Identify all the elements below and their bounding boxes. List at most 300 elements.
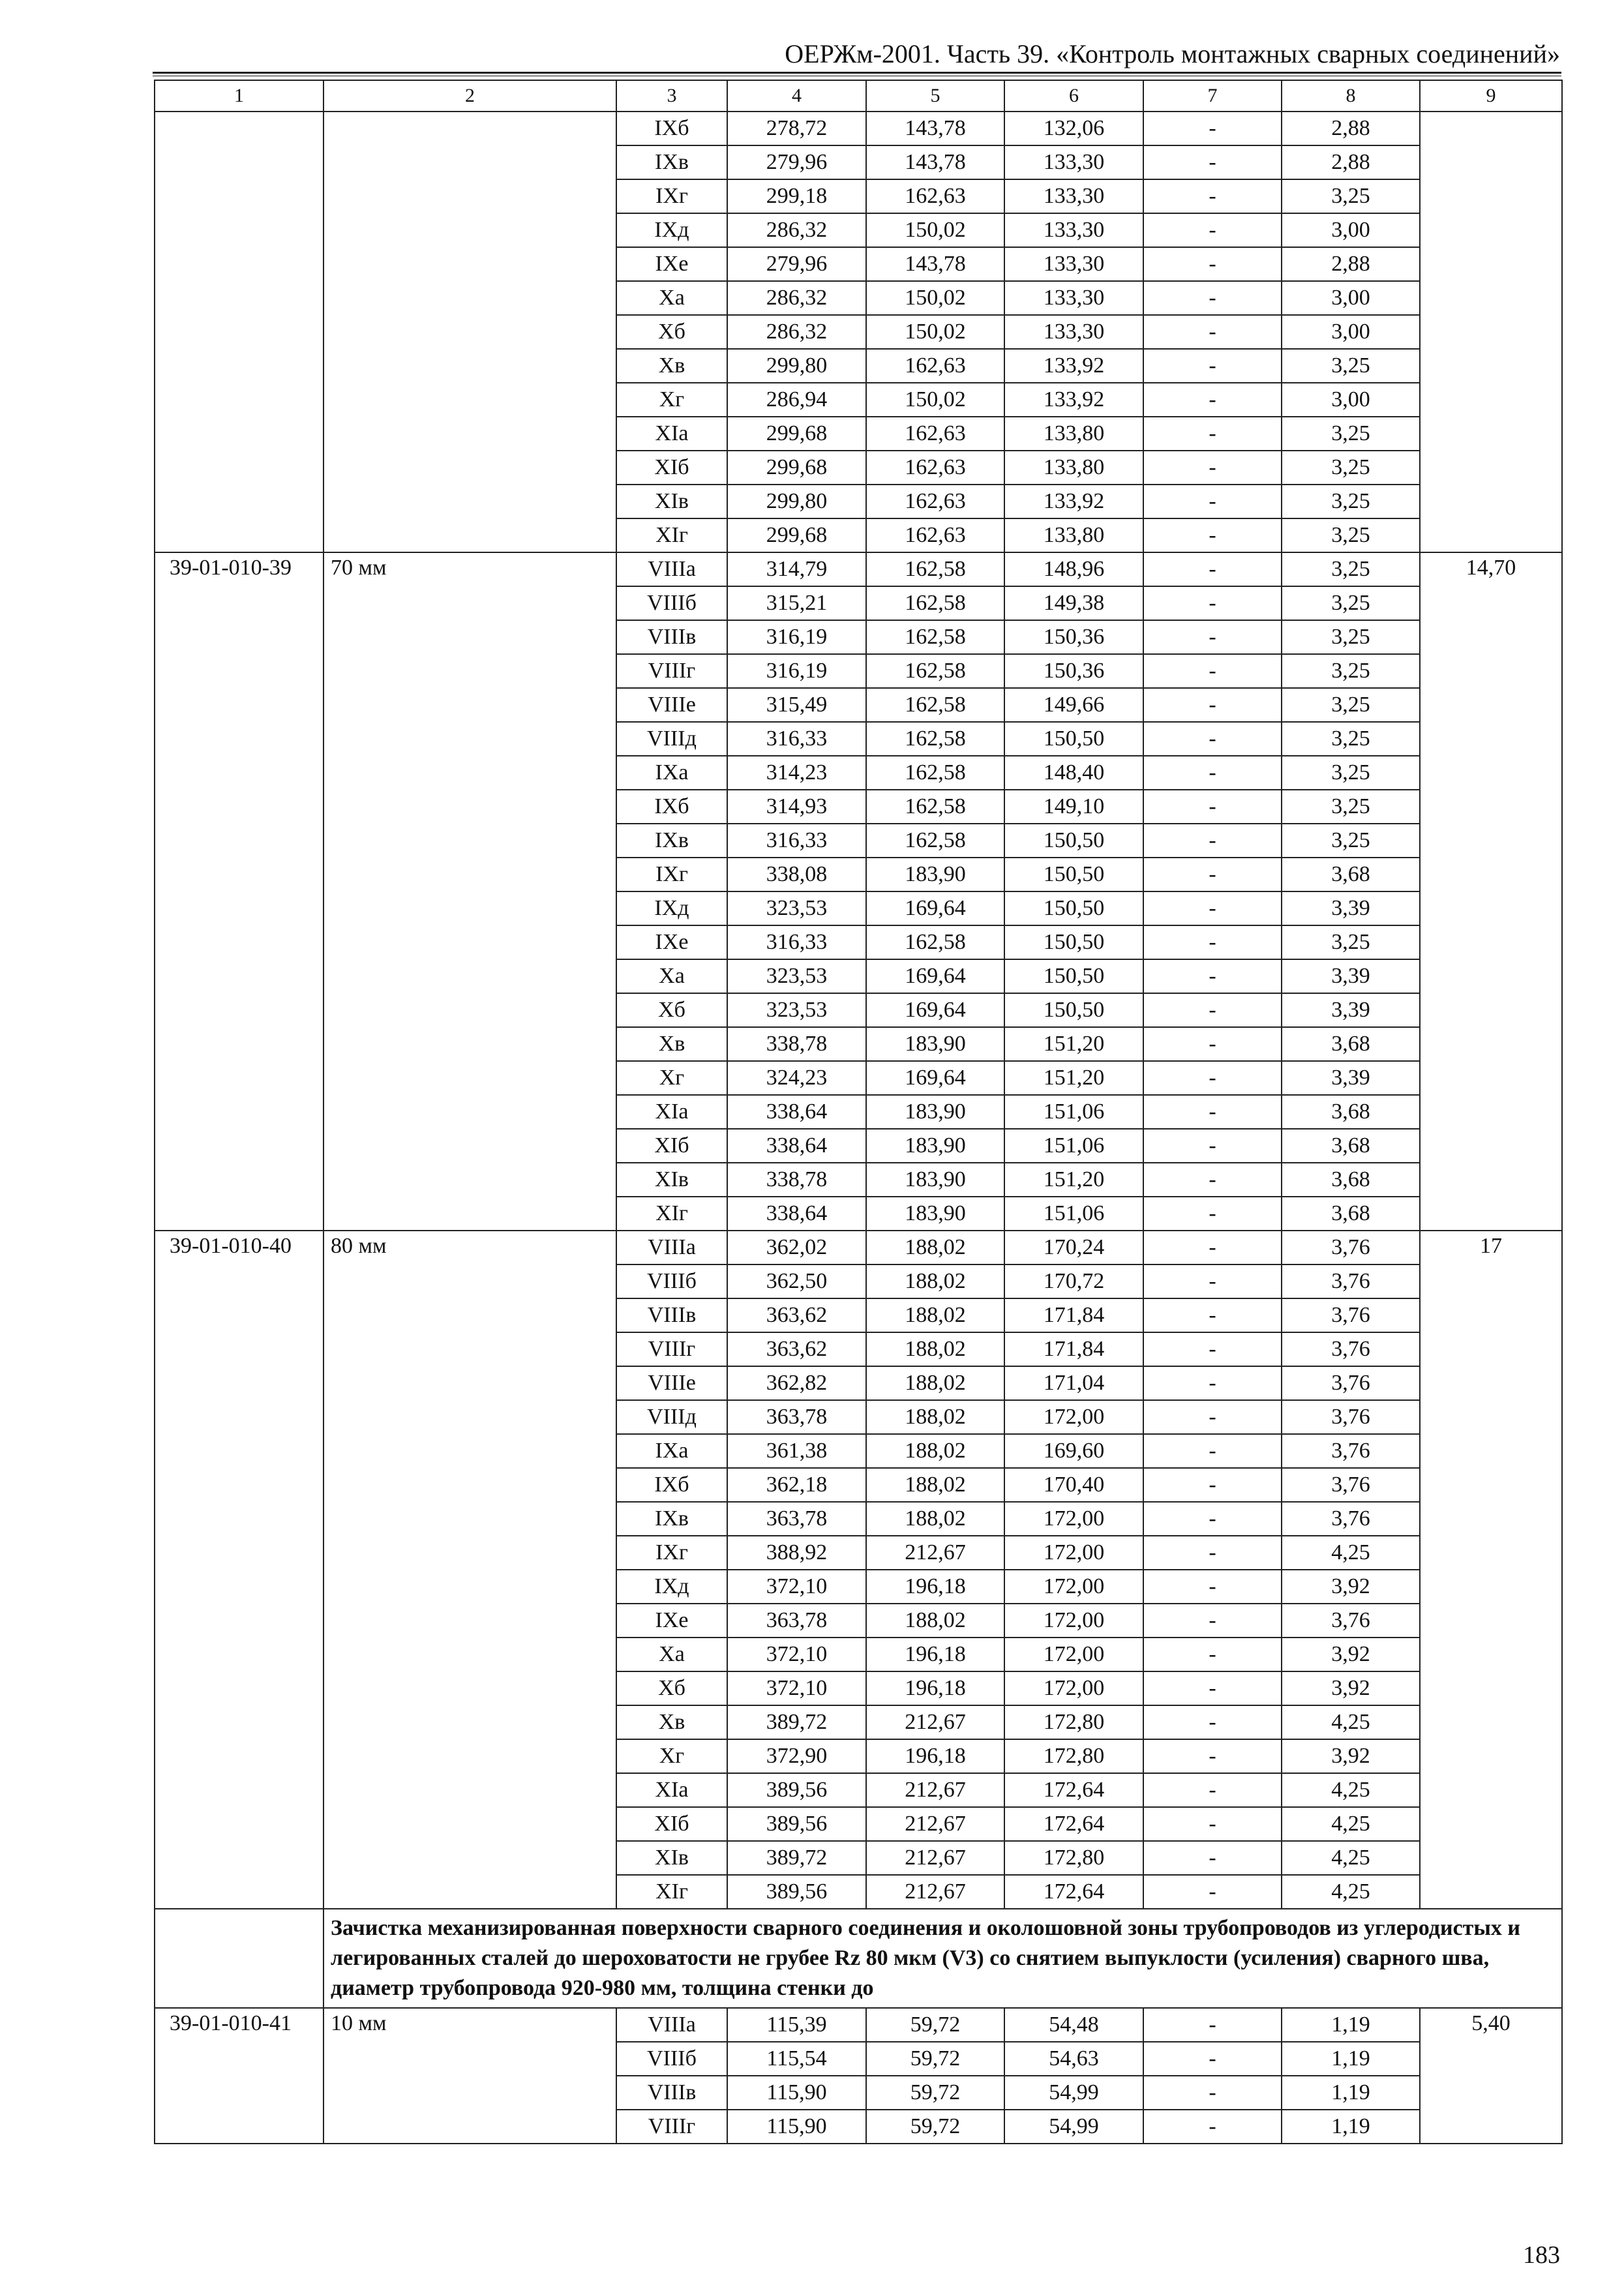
table-cell: Xа [616,1638,727,1671]
table-cell: 338,64 [727,1129,866,1163]
table-cell: VIIIб [616,2042,727,2076]
table-cell: 150,02 [866,281,1004,315]
table-cell: 3,25 [1282,790,1420,824]
table-cell: 162,58 [866,790,1004,824]
table-cell: 170,40 [1004,1468,1143,1502]
table-cell: IXд [616,1570,727,1604]
table-cell: 151,20 [1004,1027,1143,1061]
table-cell: 316,33 [727,925,866,959]
table-cell: 3,68 [1282,1197,1420,1231]
table-cell: VIIIб [616,586,727,620]
table-cell: 299,18 [727,179,866,213]
table-cell: - [1143,485,1282,518]
table-cell: 59,72 [866,2042,1004,2076]
table-cell: 363,62 [727,1298,866,1332]
table-cell: IXв [616,145,727,179]
table-cell: 162,58 [866,552,1004,586]
table-cell: VIIIв [616,620,727,654]
table-cell: - [1143,1739,1282,1773]
table-cell: 3,76 [1282,1298,1420,1332]
table-cell: 3,68 [1282,1163,1420,1197]
table-cell: 3,00 [1282,213,1420,247]
table-cell: - [1143,1434,1282,1468]
table-cell: 115,39 [727,2008,866,2042]
table-cell: 183,90 [866,1129,1004,1163]
table-cell: - [1143,1231,1282,1264]
column-number-row [155,80,1562,112]
table-cell: - [1143,858,1282,891]
table-row [155,2008,1562,2042]
table-cell: 172,00 [1004,1536,1143,1570]
table-cell: 172,64 [1004,1807,1143,1841]
table-cell: - [1143,1061,1282,1095]
table-cell: IXг [616,179,727,213]
table-cell: - [1143,959,1282,993]
table-cell: 338,08 [727,858,866,891]
table-cell: 316,19 [727,620,866,654]
table-cell: 3,39 [1282,1061,1420,1095]
table-cell: 299,68 [727,451,866,485]
table-cell: - [1143,1095,1282,1129]
table-cell: - [1143,247,1282,281]
table-cell: - [1143,1197,1282,1231]
table-cell: 150,36 [1004,654,1143,688]
table-cell: 143,78 [866,247,1004,281]
table-cell: 150,02 [866,315,1004,349]
table-cell: VIIIе [616,688,727,722]
table-cell: 389,56 [727,1875,866,1909]
table-cell: 3,25 [1282,451,1420,485]
table-cell: XIб [616,451,727,485]
table-cell: 162,58 [866,688,1004,722]
table-cell: 150,50 [1004,993,1143,1027]
table-cell: 169,64 [866,1061,1004,1095]
table-cell: XIа [616,1095,727,1129]
table-cell: 3,92 [1282,1570,1420,1604]
table-cell: 299,80 [727,349,866,383]
table-cell: 3,92 [1282,1739,1420,1773]
table-cell: 3,76 [1282,1264,1420,1298]
table-cell: - [1143,654,1282,688]
table-cell: 143,78 [866,112,1004,145]
table-cell: IXб [616,112,727,145]
rate-code: 39-01-010-40 [155,1231,323,1909]
table-cell: 3,25 [1282,552,1420,586]
table-cell: 148,40 [1004,756,1143,790]
table-cell: Xа [616,959,727,993]
table-cell: VIIIг [616,2110,727,2144]
table-cell: 279,96 [727,247,866,281]
table-cell: Xв [616,1705,727,1739]
table-cell: 3,76 [1282,1502,1420,1536]
table-cell: IXб [616,1468,727,1502]
table-cell: 361,38 [727,1434,866,1468]
table-cell: 171,84 [1004,1332,1143,1366]
table-cell: 372,10 [727,1671,866,1705]
table-cell: 150,02 [866,213,1004,247]
table-cell: 151,06 [1004,1095,1143,1129]
table-cell: 170,24 [1004,1231,1143,1264]
table-cell: 3,25 [1282,756,1420,790]
table-cell: 4,25 [1282,1841,1420,1875]
table-cell: - [1143,518,1282,552]
table-cell: 388,92 [727,1536,866,1570]
table-cell: 54,48 [1004,2008,1143,2042]
table-cell: 3,68 [1282,1095,1420,1129]
column-number: 9 [1420,80,1562,112]
table-cell: 316,19 [727,654,866,688]
table-cell: 115,54 [727,2042,866,2076]
table-cell: - [1143,790,1282,824]
table-cell: 3,76 [1282,1434,1420,1468]
table-cell: XIа [616,1773,727,1807]
table-cell: 3,39 [1282,959,1420,993]
table-cell: 188,02 [866,1468,1004,1502]
table-cell: 338,78 [727,1163,866,1197]
table-cell: - [1143,1366,1282,1400]
table-cell: 133,92 [1004,349,1143,383]
table-cell: 162,58 [866,756,1004,790]
table-cell: 3,76 [1282,1231,1420,1264]
wall-thickness: 80 мм [323,1231,616,1909]
table-cell: - [1143,112,1282,145]
table-cell: 323,53 [727,891,866,925]
table-cell: XIг [616,1197,727,1231]
table-cell: IXв [616,824,727,858]
table-cell: 162,58 [866,722,1004,756]
table-cell: 212,67 [866,1773,1004,1807]
table-cell: 59,72 [866,2110,1004,2144]
table-cell: 133,30 [1004,213,1143,247]
table-cell: 162,58 [866,654,1004,688]
table-cell: 314,79 [727,552,866,586]
table-cell: 1,19 [1282,2042,1420,2076]
table-cell: - [1143,891,1282,925]
table-cell: 3,25 [1282,688,1420,722]
table-cell: - [1143,1264,1282,1298]
table-cell: 372,10 [727,1570,866,1604]
table-cell: 172,00 [1004,1638,1143,1671]
table-cell: 149,66 [1004,688,1143,722]
table-cell: 299,68 [727,518,866,552]
table-cell: 162,63 [866,485,1004,518]
table-cell: 54,99 [1004,2110,1143,2144]
table-cell: 2,88 [1282,112,1420,145]
table-cell: 2,88 [1282,247,1420,281]
table-cell: - [1143,1671,1282,1705]
table-cell: 150,50 [1004,858,1143,891]
table-cell: 143,78 [866,145,1004,179]
section-heading-row [155,1909,1562,2008]
table-cell: IXг [616,858,727,891]
column-9-value: 14,70 [1420,552,1562,1231]
table-cell: VIIIв [616,1298,727,1332]
table-cell: 172,80 [1004,1841,1143,1875]
table-cell: - [1143,1502,1282,1536]
table-cell: 389,72 [727,1705,866,1739]
table-cell: 196,18 [866,1739,1004,1773]
table-cell: 151,06 [1004,1197,1143,1231]
table-cell: 3,25 [1282,586,1420,620]
table-cell: 169,64 [866,891,1004,925]
table-cell: 133,30 [1004,179,1143,213]
table-cell: - [1143,383,1282,417]
table-cell: 150,50 [1004,891,1143,925]
table-cell: 3,25 [1282,518,1420,552]
table-cell: 212,67 [866,1875,1004,1909]
table-cell: 316,33 [727,722,866,756]
table-cell: 188,02 [866,1231,1004,1264]
column-9-value: 5,40 [1420,2008,1562,2144]
table-cell: - [1143,1773,1282,1807]
table-cell: 132,06 [1004,112,1143,145]
table-cell: 59,72 [866,2076,1004,2110]
column-number: 7 [1143,80,1282,112]
section-empty-cell [155,1909,323,2008]
table-cell: - [1143,1875,1282,1909]
table-cell: 3,76 [1282,1468,1420,1502]
table-cell: 162,63 [866,417,1004,451]
table-cell: - [1143,1163,1282,1197]
table-cell: IXа [616,1434,727,1468]
table-cell: 338,64 [727,1197,866,1231]
table-cell: 363,78 [727,1604,866,1638]
table-cell: 3,68 [1282,858,1420,891]
table-cell: 3,25 [1282,925,1420,959]
table-cell: - [1143,2008,1282,2042]
table-cell: VIIIд [616,722,727,756]
table-cell: 162,58 [866,925,1004,959]
table-cell: - [1143,1705,1282,1739]
table-cell: 133,30 [1004,315,1143,349]
table-cell: - [1143,1604,1282,1638]
table-cell: 172,00 [1004,1570,1143,1604]
table-cell: IXв [616,1502,727,1536]
table-cell: 3,39 [1282,891,1420,925]
rate-code: 39-01-010-39 [155,552,323,1231]
table-cell: XIг [616,1875,727,1909]
table-cell: 183,90 [866,1197,1004,1231]
table-cell: 3,25 [1282,722,1420,756]
table-cell: - [1143,315,1282,349]
column-number: 3 [616,80,727,112]
table-cell: 172,00 [1004,1604,1143,1638]
table-cell: 4,25 [1282,1705,1420,1739]
table-cell: 323,53 [727,959,866,993]
table-cell: 133,80 [1004,417,1143,451]
table-cell: 3,25 [1282,417,1420,451]
table-cell: 372,90 [727,1739,866,1773]
table-cell: 1,19 [1282,2110,1420,2144]
table-cell: 286,32 [727,315,866,349]
table-cell: 372,10 [727,1638,866,1671]
table-cell: Xг [616,383,727,417]
table-cell: 3,76 [1282,1400,1420,1434]
table-cell: 133,92 [1004,383,1143,417]
table-cell: - [1143,1129,1282,1163]
table-cell: 162,58 [866,824,1004,858]
table-cell: 162,58 [866,620,1004,654]
section-heading: Зачистка механизированная поверхности сварного соединения и околошовной зоны трубопроводов из углеродистых и легированных сталей до шероховатости не грубее Rz 80 мкм (V3) со снятием выпуклости (усиления) сварного шва, диаметр трубопровода 920-980 мм, толщина стенки до [323,1909,1562,2008]
table-cell: 162,63 [866,518,1004,552]
table-cell: 150,50 [1004,824,1143,858]
table-cell: 151,20 [1004,1163,1143,1197]
table-cell: 188,02 [866,1366,1004,1400]
table-cell: 3,25 [1282,485,1420,518]
table-cell: 172,00 [1004,1671,1143,1705]
table-cell: 3,68 [1282,1027,1420,1061]
table-cell: 115,90 [727,2076,866,2110]
table-cell: 338,78 [727,1027,866,1061]
table-cell: - [1143,417,1282,451]
table-cell: 362,02 [727,1231,866,1264]
table-cell: XIв [616,1841,727,1875]
table-cell: 151,20 [1004,1061,1143,1095]
table-cell: 171,84 [1004,1298,1143,1332]
table-cell: 314,23 [727,756,866,790]
table-cell: 183,90 [866,1163,1004,1197]
table-cell: 363,62 [727,1332,866,1366]
table-cell: Xв [616,1027,727,1061]
column-number: 5 [866,80,1004,112]
table-cell: - [1143,349,1282,383]
table-cell: - [1143,1468,1282,1502]
table-cell: 299,68 [727,417,866,451]
table-cell: - [1143,1027,1282,1061]
table-cell: 363,78 [727,1400,866,1434]
table-cell: 188,02 [866,1502,1004,1536]
table-cell: 212,67 [866,1807,1004,1841]
table-cell: 4,25 [1282,1807,1420,1841]
column-number: 8 [1282,80,1420,112]
table-cell: 54,63 [1004,2042,1143,2076]
table-row [155,1231,1562,1264]
table-cell: - [1143,620,1282,654]
table-cell: 3,76 [1282,1332,1420,1366]
table-cell: IXе [616,247,727,281]
table-cell: XIа [616,417,727,451]
table-cell: Xв [616,349,727,383]
table-cell: 172,64 [1004,1773,1143,1807]
table-cell: 3,68 [1282,1129,1420,1163]
table-cell: - [1143,281,1282,315]
table-cell: 315,49 [727,688,866,722]
table-cell: - [1143,1332,1282,1366]
table-cell: 188,02 [866,1332,1004,1366]
table-cell: - [1143,1570,1282,1604]
table-cell: - [1143,756,1282,790]
table-cell: 169,64 [866,959,1004,993]
table-cell: 3,00 [1282,383,1420,417]
table-cell: 389,56 [727,1773,866,1807]
rates-table-body [155,80,1562,2144]
table-cell: VIIIб [616,1264,727,1298]
table-cell: 172,00 [1004,1502,1143,1536]
table-cell: VIIIа [616,552,727,586]
table-cell: 172,00 [1004,1400,1143,1434]
table-cell: VIIIг [616,654,727,688]
table-cell: - [1143,2076,1282,2110]
table-cell: 299,80 [727,485,866,518]
table-cell: IXб [616,790,727,824]
table-cell: 150,50 [1004,959,1143,993]
table-cell: 286,32 [727,281,866,315]
table-cell: 162,63 [866,349,1004,383]
table-cell: 169,60 [1004,1434,1143,1468]
table-cell: Xб [616,1671,727,1705]
column-9-value [1420,112,1562,552]
table-cell: 172,80 [1004,1705,1143,1739]
table-cell: - [1143,722,1282,756]
table-cell: 3,00 [1282,281,1420,315]
table-cell: - [1143,993,1282,1027]
table-cell: 363,78 [727,1502,866,1536]
table-cell: 212,67 [866,1536,1004,1570]
table-cell: 4,25 [1282,1536,1420,1570]
table-cell: - [1143,824,1282,858]
table-cell: - [1143,451,1282,485]
table-cell: 3,25 [1282,349,1420,383]
table-cell: 162,63 [866,451,1004,485]
table-cell: - [1143,1298,1282,1332]
table-cell: 314,93 [727,790,866,824]
table-cell: 362,50 [727,1264,866,1298]
table-cell: 196,18 [866,1570,1004,1604]
table-cell: 315,21 [727,586,866,620]
table-cell: 1,19 [1282,2008,1420,2042]
table-cell: 286,32 [727,213,866,247]
table-cell: VIIIа [616,1231,727,1264]
table-cell: IXе [616,925,727,959]
table-cell: 3,76 [1282,1366,1420,1400]
table-cell: 150,50 [1004,722,1143,756]
table-row [155,112,1562,145]
table-cell: 196,18 [866,1638,1004,1671]
table-cell: 4,25 [1282,1875,1420,1909]
rates-table [154,80,1563,2144]
table-cell: 196,18 [866,1671,1004,1705]
wall-thickness: 10 мм [323,2008,616,2144]
table-cell: 133,80 [1004,518,1143,552]
table-cell: 149,38 [1004,586,1143,620]
table-cell: 323,53 [727,993,866,1027]
table-cell: 212,67 [866,1705,1004,1739]
table-cell: Xа [616,281,727,315]
table-cell: 3,25 [1282,179,1420,213]
table-cell: 188,02 [866,1400,1004,1434]
table-cell: 150,50 [1004,925,1143,959]
table-cell: 3,25 [1282,654,1420,688]
table-cell: 150,02 [866,383,1004,417]
table-cell: 389,56 [727,1807,866,1841]
table-cell: IXд [616,213,727,247]
column-number: 6 [1004,80,1143,112]
table-cell: 149,10 [1004,790,1143,824]
table-cell: 169,64 [866,993,1004,1027]
table-row [155,552,1562,586]
table-cell: 389,72 [727,1841,866,1875]
table-cell: 133,30 [1004,247,1143,281]
table-cell: 183,90 [866,858,1004,891]
table-cell: - [1143,586,1282,620]
table-cell: 279,96 [727,145,866,179]
table-cell: 212,67 [866,1841,1004,1875]
table-cell: - [1143,925,1282,959]
table-cell: - [1143,552,1282,586]
header-rule [153,72,1561,74]
table-cell: 151,06 [1004,1129,1143,1163]
table-cell: XIб [616,1807,727,1841]
